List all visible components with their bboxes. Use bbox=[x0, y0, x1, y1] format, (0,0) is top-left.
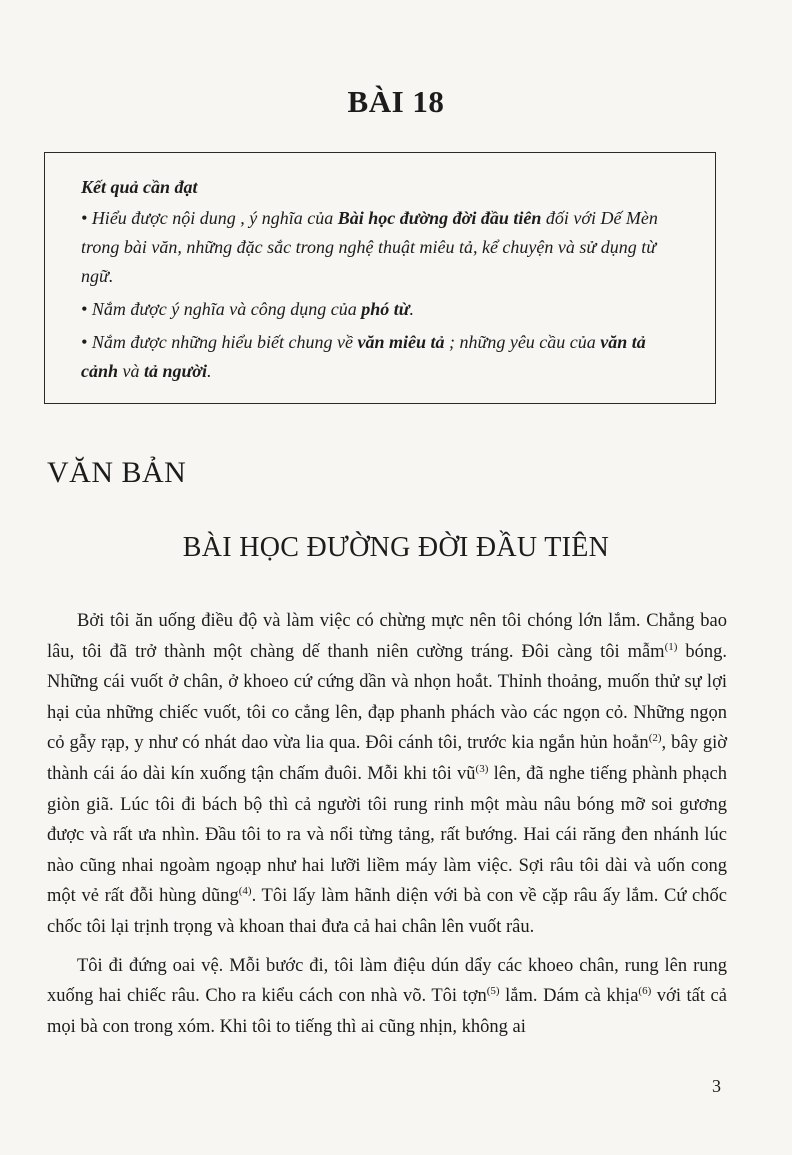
goal-keyword: văn miêu tả bbox=[357, 332, 445, 352]
goal-item bbox=[81, 295, 681, 324]
page-number: 3 bbox=[712, 1076, 721, 1096]
text-title: BÀI HỌC ĐƯỜNG ĐỜI ĐẦU TIÊN bbox=[182, 532, 610, 563]
goal-text: Hiểu được nội dung , ý nghĩa của bbox=[87, 208, 338, 228]
paragraph-text: , bây giờ thành cái áo dài kín xuống tận chấm đuôi. Mỗi khi tôi vũ bbox=[47, 733, 727, 784]
footnote-marker: (6) bbox=[638, 985, 652, 998]
goal-item bbox=[81, 204, 681, 291]
paragraph-text: bóng. Những cái vuốt ở chân, ở khoeo cứ cứng dần và nhọn hoắt. Thỉnh thoảng, muốn thử sự lợi hại của những chiếc vuốt, tôi co cẳng lên, đạp phanh phách vào các ngọn cỏ. Những ngọn cỏ gẫy rạp, y như có nhát dao vừa lia qua. Đôi cánh tôi, trước kia ngắn hủn hoẳn bbox=[47, 641, 727, 754]
paragraph-text: lắm. Dám cà khịa bbox=[499, 986, 639, 1007]
paragraph bbox=[47, 951, 727, 1043]
goal-keyword: văn tả cảnh bbox=[81, 332, 646, 381]
footnote-marker: (1) bbox=[664, 640, 678, 653]
goals-list bbox=[81, 204, 681, 386]
paragraph-text: Bởi tôi ăn uống điều độ và làm việc có chừng mực nên tôi chóng lớn lắm. Chẳng bao lâu, tôi đã trở thành một chàng dế thanh niên cường tráng. Đôi càng tôi mẫm bbox=[47, 611, 727, 662]
goal-text: Nắm được những hiểu biết chung về bbox=[87, 332, 358, 352]
goal-keyword: Bài học đường đời đầu tiên bbox=[337, 208, 542, 228]
footnote-marker: (4) bbox=[238, 885, 252, 898]
section-title: VĂN BẢN bbox=[47, 456, 187, 489]
goals-heading: Kết quả cần đạt bbox=[81, 177, 198, 197]
bullet-icon: • bbox=[81, 332, 88, 352]
learning-goals-box bbox=[44, 152, 716, 404]
goal-keyword: phó từ bbox=[361, 299, 410, 319]
body-text bbox=[47, 606, 727, 1050]
paragraph-text: lên, đã nghe tiếng phành phạch giòn giã. Lúc tôi đi bách bộ thì cả người tôi rung rinh một màu nâu bóng mỡ soi gương được và rất ưa nhìn. Đầu tôi to ra và nổi từng tảng, rất bướng. Hai cái răng đen nhánh lúc nào cũng nhai ngoàm ngoạp như hai lưỡi liềm máy làm việc. Sợi râu tôi dài và uốn cong một vẻ rất đỗi hùng dũng bbox=[47, 763, 727, 907]
bullet-icon: • bbox=[81, 299, 88, 319]
goal-text: và bbox=[118, 361, 145, 381]
goal-text: đối với Dế Mèn trong bài văn, những đặc sắc trong nghệ thuật miêu tả, kể chuyện và sử dụng từ ngữ. bbox=[81, 208, 658, 286]
goal-keyword: tả người bbox=[144, 361, 207, 381]
lesson-title: BÀI 18 bbox=[347, 84, 445, 119]
paragraph bbox=[47, 606, 727, 943]
footnote-marker: (3) bbox=[475, 762, 489, 775]
goal-text: ; những yêu cầu của bbox=[444, 332, 601, 352]
paragraph-text: với tất cả mọi bà con trong xóm. Khi tôi to tiếng thì ai cũng nhịn, không ai bbox=[47, 986, 727, 1037]
footnote-marker: (5) bbox=[486, 985, 500, 998]
goal-text: . bbox=[206, 361, 212, 381]
goal-item bbox=[81, 328, 681, 386]
goal-text: Nắm được ý nghĩa và công dụng của bbox=[87, 299, 362, 319]
footnote-marker: (2) bbox=[648, 732, 662, 745]
bullet-icon: • bbox=[81, 208, 88, 228]
goal-text: . bbox=[409, 299, 414, 319]
paragraph-text: Tôi đi đứng oai vệ. Mỗi bước đi, tôi làm điệu dún dẩy các khoeo chân, rung lên rung xuống hai chiếc râu. Cho ra kiểu cách con nhà võ. Tôi tợn bbox=[47, 955, 727, 1007]
paragraph-text: . Tôi lấy làm hãnh diện với bà con về cặp râu ấy lắm. Cứ chốc chốc tôi lại trịnh trọng và khoan thai đưa cả hai chân lên vuốt râu. bbox=[47, 886, 727, 937]
